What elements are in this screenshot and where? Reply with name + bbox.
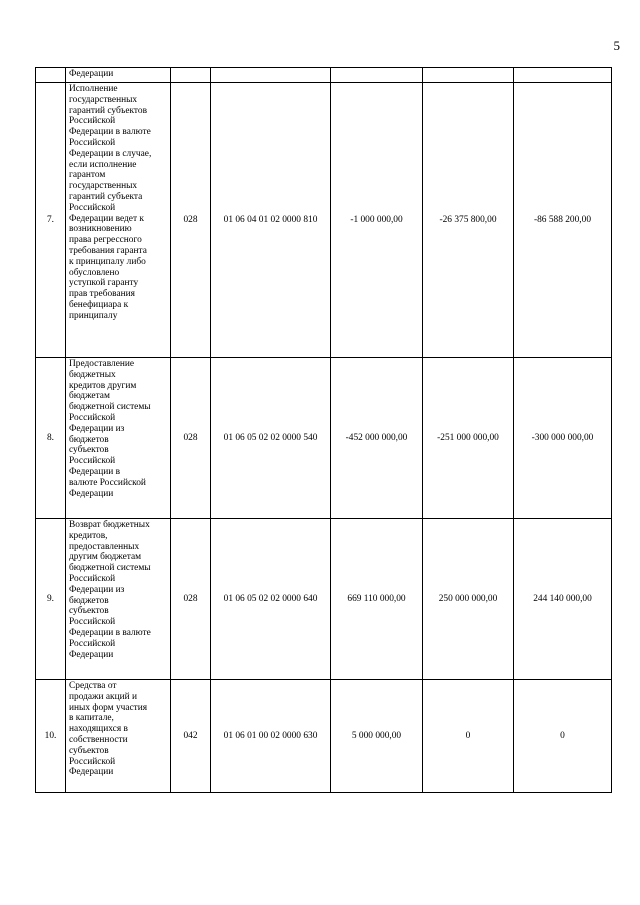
classification-code-cell: 01 06 05 02 02 0000 640 [211, 519, 331, 680]
description-line: уступкой гаранту [69, 278, 139, 289]
description-cell [66, 519, 171, 680]
description-line: права регрессного [69, 235, 142, 246]
description-line: Федерации ведет к [69, 213, 144, 224]
description-line: валюте Российской [69, 477, 146, 488]
table-row [36, 680, 612, 793]
description-line: Федерации из [69, 423, 125, 434]
admin-code-cell: 028 [171, 83, 211, 358]
classification-code-cell: 01 06 01 00 02 0000 630 [211, 680, 331, 793]
description-line: другим бюджетам [69, 552, 142, 563]
description-line: государственных [69, 181, 138, 192]
description-line: кредитов, [69, 530, 108, 541]
amount-year1-cell: -1 000 000,00 [331, 83, 423, 358]
description-line: бюджетам [69, 391, 110, 402]
amount-year1-cell: 669 110 000,00 [331, 519, 423, 680]
description-line: Российской [69, 202, 116, 213]
admin-code-cell: 042 [171, 680, 211, 793]
description-line: Федерации в валюте [69, 127, 151, 138]
classification-code-cell: 01 06 05 02 02 0000 540 [211, 358, 331, 519]
description-line: субъектов [69, 606, 109, 617]
description-line: предоставленных [69, 541, 140, 552]
table-row [36, 358, 612, 519]
amount-year1-cell [331, 68, 423, 83]
description-line: Российской [69, 617, 116, 628]
admin-code-cell [171, 68, 211, 83]
description-cell [66, 680, 171, 793]
description-line: к принципалу либо [69, 256, 146, 267]
description-line: возникновению [69, 224, 132, 235]
description-line: Российской [69, 638, 116, 649]
description-line: иных форм участия [69, 702, 148, 713]
row-number-cell: 8. [36, 358, 66, 519]
description-line: гарантий субъекта [69, 191, 143, 202]
description-line: обусловлено [69, 267, 120, 278]
sources-financing-table [35, 67, 612, 793]
description-line: если исполнение [69, 159, 137, 170]
description-line: в капитале, [69, 713, 114, 724]
row-number-cell: 10. [36, 680, 66, 793]
description-line: Российской [69, 573, 116, 584]
description-line: Предоставление [69, 359, 135, 369]
description-line: гарантий субъектов [69, 105, 148, 116]
row-number-cell [36, 68, 66, 83]
description-line: принципалу [69, 310, 118, 321]
description-line: государственных [69, 94, 138, 105]
description-line: бюджетов [69, 595, 109, 606]
description-line: прав требования [69, 289, 135, 300]
description-cell [66, 83, 171, 358]
description-line: Федерации [69, 69, 114, 79]
table-row [36, 68, 612, 83]
description-line: Федерации [69, 767, 114, 778]
description-line: Исполнение [69, 84, 118, 94]
amount-year3-cell: -86 588 200,00 [514, 83, 612, 358]
description-line: Российской [69, 116, 116, 127]
description-line: находящихся в [69, 724, 128, 735]
table-row [36, 83, 612, 358]
page-number: 5 [613, 38, 620, 53]
description-line: Возврат бюджетных [69, 520, 150, 530]
amount-year3-cell [514, 68, 612, 83]
description-line: гарантом [69, 170, 106, 181]
amount-year2-cell [423, 68, 514, 83]
description-line: собственности [69, 734, 128, 745]
description-line: Федерации [69, 488, 114, 499]
amount-year2-cell: 250 000 000,00 [423, 519, 514, 680]
amount-year2-cell: 0 [423, 680, 514, 793]
description-cell [66, 358, 171, 519]
description-line: кредитов другим [69, 380, 137, 391]
amount-year2-cell: -26 375 800,00 [423, 83, 514, 358]
amount-year3-cell: 0 [514, 680, 612, 793]
amount-year3-cell: 244 140 000,00 [514, 519, 612, 680]
description-line: Средства от [69, 681, 117, 691]
description-line: субъектов [69, 745, 109, 756]
description-line: Российской [69, 756, 116, 767]
description-line: Российской [69, 137, 116, 148]
admin-code-cell: 028 [171, 358, 211, 519]
amount-year1-cell: -452 000 000,00 [331, 358, 423, 519]
description-line: бюджетов [69, 434, 109, 445]
description-line: бюджетной системы [69, 563, 151, 574]
classification-code-cell [211, 68, 331, 83]
description-line: субъектов [69, 445, 109, 456]
table-row [36, 519, 612, 680]
description-line: бюджетной системы [69, 402, 151, 413]
description-line: бюджетных [69, 369, 116, 380]
description-line: бенефициара к [69, 299, 129, 310]
description-line: Российской [69, 412, 116, 423]
description-line: Федерации [69, 649, 114, 660]
amount-year1-cell: 5 000 000,00 [331, 680, 423, 793]
description-line: Федерации в случае, [69, 148, 152, 159]
description-line: продажи акций и [69, 691, 138, 702]
description-line: Федерации в валюте [69, 627, 151, 638]
amount-year2-cell: -251 000 000,00 [423, 358, 514, 519]
row-number-cell: 7. [36, 83, 66, 358]
description-line: Федерации из [69, 584, 125, 595]
description-cell [66, 68, 171, 83]
amount-year3-cell: -300 000 000,00 [514, 358, 612, 519]
description-line: Российской [69, 456, 116, 467]
description-line: Федерации в [69, 466, 121, 477]
description-line: требования гаранта [69, 245, 147, 256]
row-number-cell: 9. [36, 519, 66, 680]
classification-code-cell: 01 06 04 01 02 0000 810 [211, 83, 331, 358]
admin-code-cell: 028 [171, 519, 211, 680]
